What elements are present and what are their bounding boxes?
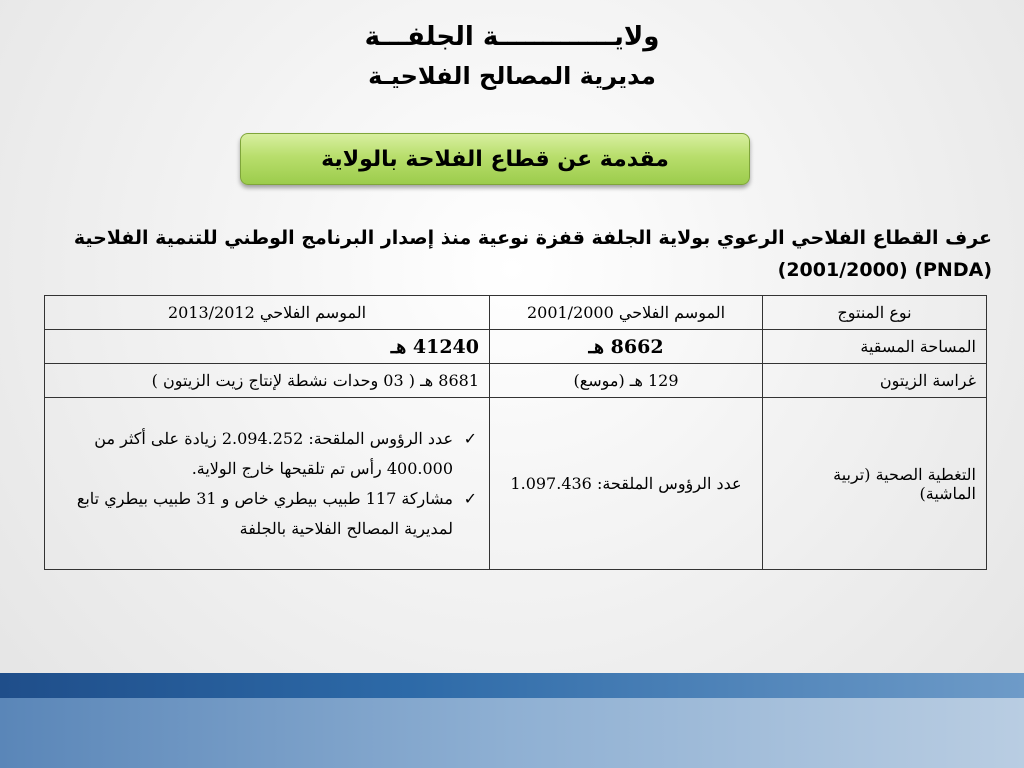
header-product-type: نوع المنتوج <box>763 296 987 330</box>
section-banner: مقدمة عن قطاع الفلاحة بالولاية <box>240 133 750 185</box>
cell-2000: 8662 هـ <box>490 330 763 364</box>
list-item-text: عدد الرؤوس الملقحة: 2.094.252 زيادة على أكثر من 400.000 رأس تم تلقيحها خارج الولاية. <box>94 428 453 478</box>
table-header-row <box>45 296 987 330</box>
cell-2012: 41240 هـ <box>45 330 490 364</box>
footer-band-dark <box>0 673 1024 698</box>
cell-type: غراسة الزيتون <box>763 364 987 398</box>
page-subtitle: مديرية المصالح الفلاحيـة <box>368 62 656 90</box>
list-item <box>55 424 479 484</box>
cell-2000: عدد الرؤوس الملقحة: 1.097.436 <box>490 398 763 570</box>
header-season-2012: الموسم الفلاحي 2013/2012 <box>45 296 490 330</box>
checkmark-icon: ✓ <box>463 488 477 508</box>
footer-band-light <box>0 698 1024 768</box>
list-item-text: مشاركة 117 طبيب بيطري خاص و 31 طبيب بيطري تابع لمديرية المصالح الفلاحية بالجلفة <box>76 488 453 538</box>
table-row <box>45 330 987 364</box>
intro-paragraph: عرف القطاع الفلاحي الرعوي بولاية الجلفة قفزة نوعية منذ إصدار البرنامج الوطني للتنمية الفلاحية (PNDA) (2001/2000) <box>73 227 992 281</box>
agriculture-table <box>44 295 987 570</box>
table-row <box>45 398 987 570</box>
page-title: ولايـــــــــــــة الجلفـــة <box>364 22 660 52</box>
header-season-2000: الموسم الفلاحي 2001/2000 <box>490 296 763 330</box>
cell-type: المساحة المسقية <box>763 330 987 364</box>
cell-2000: 129 هـ (موسع) <box>490 364 763 398</box>
checkmark-icon: ✓ <box>463 428 477 448</box>
list-item <box>55 484 479 544</box>
table-row <box>45 364 987 398</box>
cell-2012-list <box>45 398 490 570</box>
health-coverage-list <box>55 424 479 544</box>
cell-type: التغطية الصحية (تربية الماشية) <box>763 398 987 570</box>
cell-2012: 8681 هـ ( 03 وحدات نشطة لإنتاج زيت الزيتون ) <box>45 364 490 398</box>
